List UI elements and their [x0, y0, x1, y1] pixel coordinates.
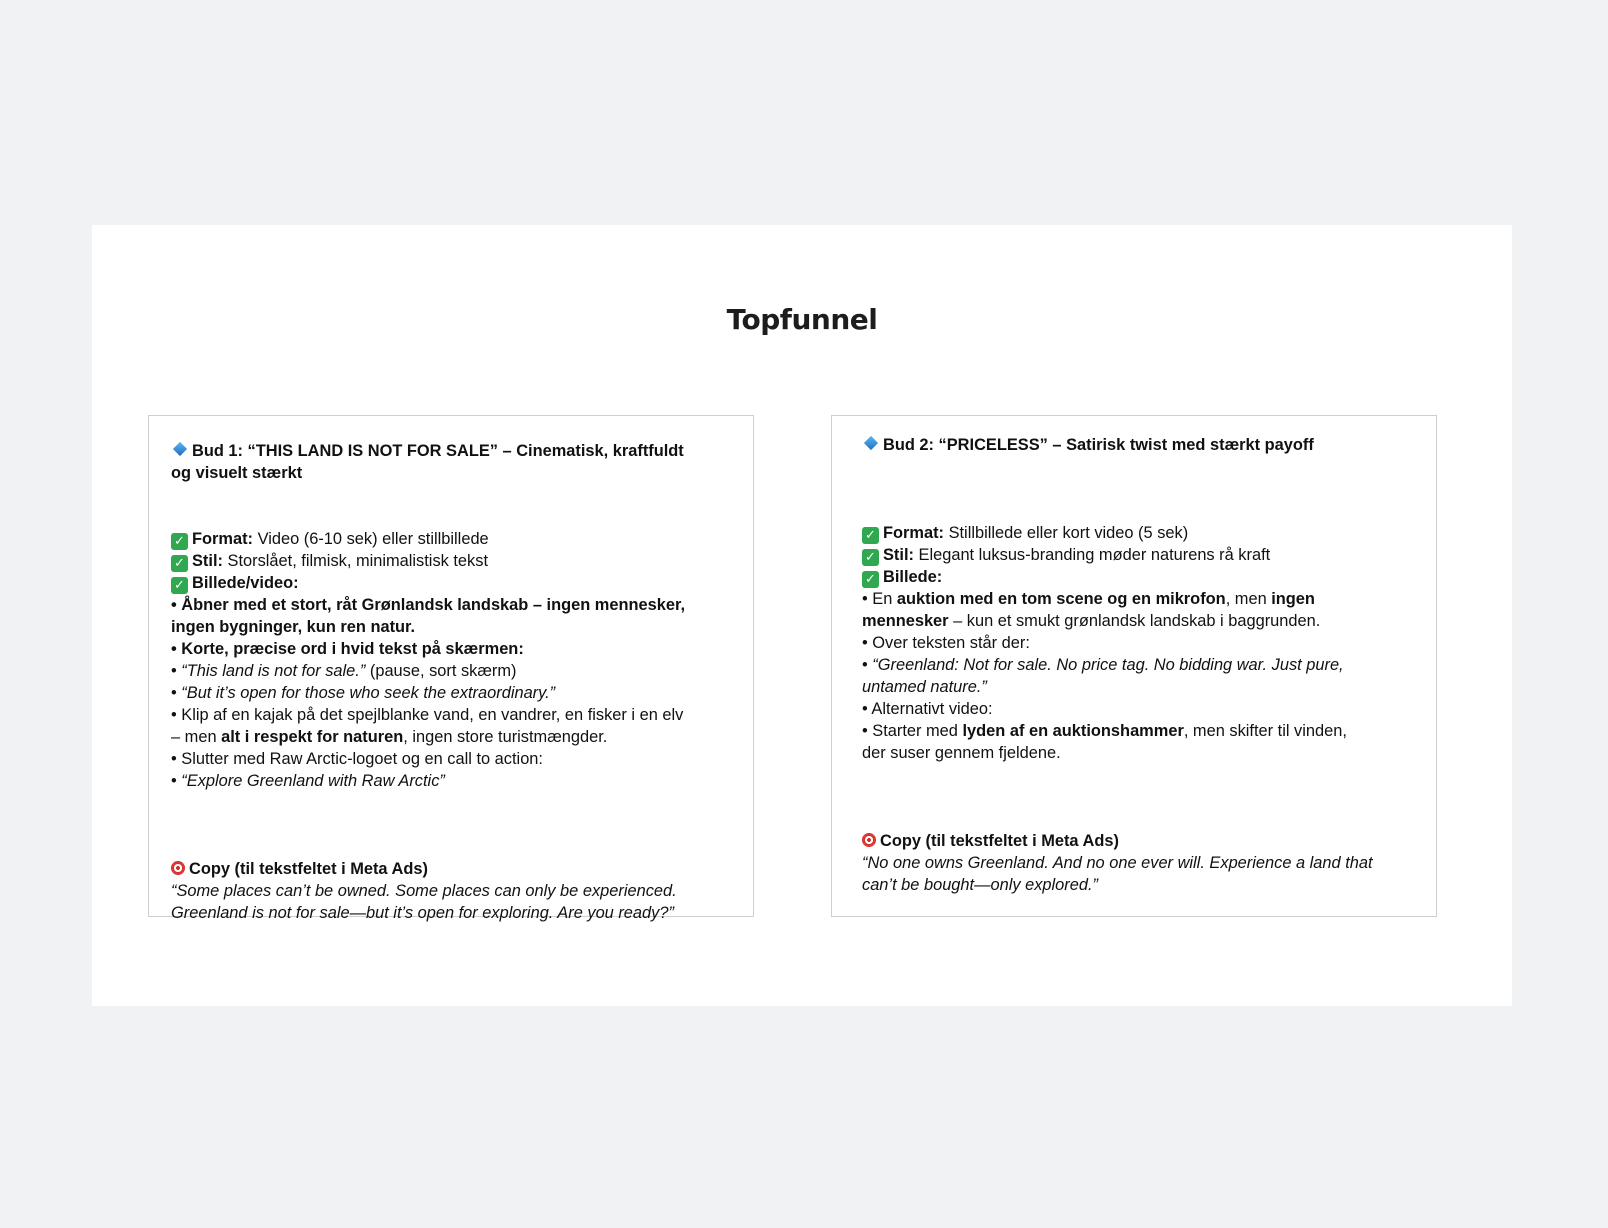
check-mark-icon: ✓	[171, 533, 188, 550]
target-icon	[171, 861, 185, 875]
bullet-item-cont: ingen bygninger, kun ren natur.	[171, 618, 416, 636]
bullet: •	[171, 662, 182, 680]
stil-value: Storslået, filmisk, minimalistisk tekst	[222, 552, 488, 570]
slide	[92, 225, 1512, 1006]
quote: “Greenland: Not for sale. No price tag. No bidding war. Just pure,	[872, 656, 1344, 674]
note: (pause, sort skærm)	[365, 662, 517, 680]
bullet-item: • Korte, præcise ord i hvid tekst på skærmen:	[171, 640, 524, 658]
quote: “Explore Greenland with Raw Arctic”	[181, 772, 445, 790]
bullet-item: • Over teksten står der:	[862, 634, 1030, 652]
copy-text: “No one owns Greenland. And no one ever will. Experience a land that	[862, 854, 1373, 872]
bud-1-title: “THIS LAND IS NOT FOR SALE” – Cinematisk, kraftfuldt	[243, 442, 684, 460]
bud-2-title: “PRICELESS” – Satirisk twist med stærkt payoff	[934, 436, 1314, 454]
bullet-item	[862, 588, 1414, 610]
bullet-item: • Åbner med et stort, råt Grønlandsk landskab – ingen mennesker,	[171, 596, 685, 614]
format-line	[171, 528, 731, 550]
check-mark-icon: ✓	[171, 555, 188, 572]
stil-label: Stil:	[192, 552, 223, 570]
bullet-item: • Klip af en kajak på det spejlblanke vand, en vandrer, en fisker i en elv	[171, 706, 684, 724]
bud-1-content	[171, 440, 731, 924]
format-line	[862, 522, 1414, 544]
format-value: Stillbillede eller kort video (5 sek)	[944, 524, 1189, 542]
bullet-item	[171, 682, 731, 704]
copy-header	[862, 830, 1414, 852]
billede-line	[862, 566, 1414, 588]
text: , men skifter til vinden,	[1183, 722, 1347, 740]
bullet-item	[171, 660, 731, 682]
copy-label: Copy (til tekstfeltet i Meta Ads)	[880, 832, 1119, 850]
bud-1-card	[148, 415, 754, 922]
text: – men	[171, 728, 222, 746]
text: • En	[862, 590, 897, 608]
text: • Starter med	[862, 722, 963, 740]
billede-line	[171, 572, 731, 594]
bullet: •	[171, 684, 182, 702]
page-title: Topfunnel	[726, 303, 878, 336]
text: – kun et smukt grønlandsk landskab i baggrunden.	[948, 612, 1321, 630]
bud-1-header	[171, 440, 731, 462]
blue-diamond-icon	[173, 442, 187, 456]
check-mark-icon: ✓	[862, 571, 879, 588]
bullet-item	[862, 654, 1414, 676]
text: , men	[1225, 590, 1272, 608]
format-label: Format:	[883, 524, 945, 542]
stil-line	[862, 544, 1414, 566]
bullet-item	[171, 770, 731, 792]
emphasis: lyden af en auktionshammer	[962, 722, 1184, 740]
copy-label: Copy (til tekstfeltet i Meta Ads)	[189, 860, 428, 878]
bud-2-card	[831, 415, 1437, 917]
copy-text: Greenland is not for sale—but it’s open for exploring. Are you ready?”	[171, 904, 674, 922]
billede-label: Billede/video:	[192, 574, 299, 592]
copy-text: can’t be bought—only explored.”	[862, 876, 1098, 894]
bud-2-content	[862, 434, 1414, 896]
stil-label: Stil:	[883, 546, 914, 564]
bullet-item-cont	[171, 726, 731, 748]
bud-2-header	[862, 434, 1414, 456]
quote: “This land is not for sale.”	[181, 662, 366, 680]
stil-value: Elegant luksus-branding møder naturens rå kraft	[913, 546, 1271, 564]
emphasis: alt i respekt for naturen	[221, 728, 404, 746]
copy-header	[171, 858, 731, 880]
text: , ingen store turistmængder.	[403, 728, 608, 746]
emphasis: ingen	[1271, 590, 1315, 608]
check-mark-icon: ✓	[862, 527, 879, 544]
bullet: •	[862, 656, 873, 674]
copy-text: “Some places can’t be owned. Some places can only be experienced.	[171, 882, 677, 900]
bullet-item-cont: der suser gennem fjeldene.	[862, 744, 1061, 762]
format-label: Format:	[192, 530, 254, 548]
blue-diamond-icon	[864, 436, 878, 450]
bullet-item: • Slutter med Raw Arctic-logoet og en call to action:	[171, 750, 543, 768]
quote: “But it’s open for those who seek the extraordinary.”	[181, 684, 556, 702]
billede-label: Billede:	[883, 568, 943, 586]
target-icon	[862, 833, 876, 847]
bullet-item-cont	[862, 610, 1414, 632]
check-mark-icon: ✓	[171, 577, 188, 594]
bud-2-label: Bud 2:	[883, 436, 934, 454]
emphasis: mennesker	[862, 612, 949, 630]
bullet-item: • Alternativt video:	[862, 700, 993, 718]
bullet-item-cont: untamed nature.”	[862, 678, 987, 696]
bud-1-label: Bud 1:	[192, 442, 243, 460]
bullet: •	[171, 772, 182, 790]
check-mark-icon: ✓	[862, 549, 879, 566]
emphasis: auktion med en tom scene og en mikrofon	[896, 590, 1226, 608]
format-value: Video (6-10 sek) eller stillbillede	[253, 530, 489, 548]
bullet-item	[862, 720, 1414, 742]
stil-line	[171, 550, 731, 572]
bud-1-header-line2: og visuelt stærkt	[171, 464, 303, 482]
